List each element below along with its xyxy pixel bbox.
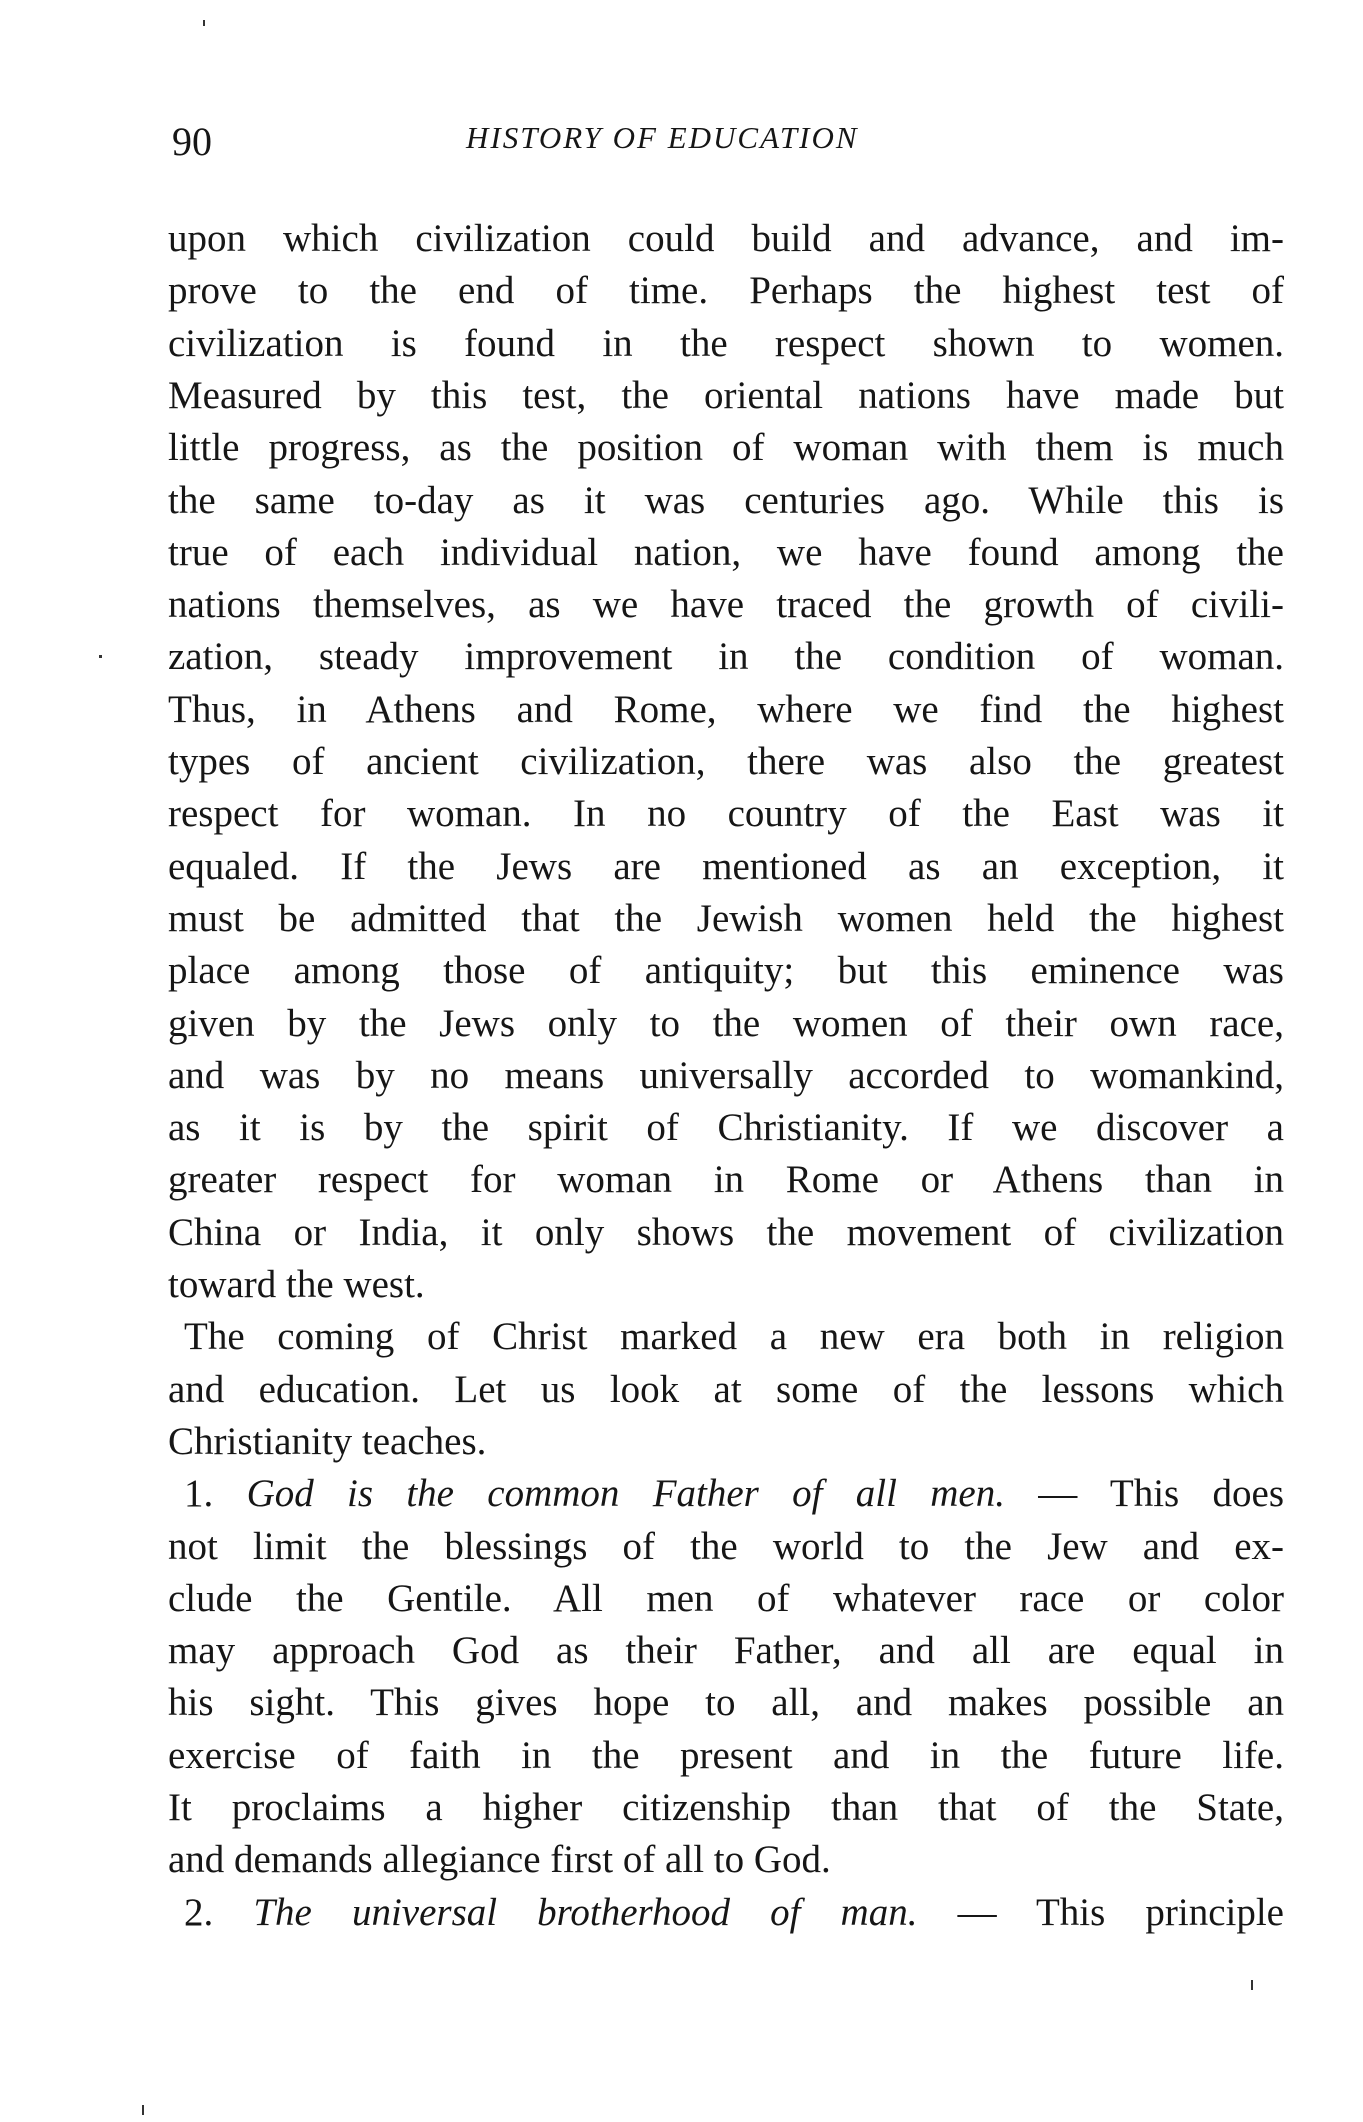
text-line bbox=[168, 475, 1284, 527]
text-segment: types of ancient civilization, there was also the greatest bbox=[168, 740, 1284, 783]
text-line bbox=[168, 265, 1284, 317]
text-line bbox=[168, 945, 1284, 997]
text-segment: respect for woman. In no country of the East was it bbox=[168, 792, 1284, 836]
text-line bbox=[168, 1834, 1284, 1886]
text-segment: toward the west. bbox=[168, 1263, 425, 1306]
text-segment: civilization is found in the respect shown to women. bbox=[168, 321, 1284, 365]
text-segment: Thus, in Athens and Rome, where we find the highest bbox=[168, 687, 1284, 731]
text-line bbox=[168, 527, 1284, 579]
text-line bbox=[168, 684, 1284, 736]
text-line bbox=[168, 1521, 1284, 1573]
text-line bbox=[168, 1677, 1284, 1729]
text-segment: The coming of Christ marked a new era both in religion bbox=[184, 1315, 1284, 1359]
text-line bbox=[168, 370, 1284, 422]
text-segment: — This principle bbox=[917, 1890, 1284, 1934]
page-number: 90 bbox=[172, 119, 212, 164]
text-line bbox=[168, 1207, 1284, 1259]
text-line bbox=[168, 1050, 1284, 1102]
text-line bbox=[168, 1154, 1284, 1206]
text-segment: and was by no means universally accorded to womankind, bbox=[168, 1053, 1284, 1097]
text-line bbox=[168, 788, 1284, 840]
text-line bbox=[168, 1102, 1284, 1154]
text-segment: equaled. If the Jews are mentioned as an exception, it bbox=[168, 844, 1284, 888]
text-segment: exercise of faith in the present and in the future life. bbox=[168, 1733, 1284, 1777]
text-segment: may approach God as their Father, and all are equal in bbox=[168, 1629, 1284, 1673]
text-segment: greater respect for woman in Rome or Athens than in bbox=[168, 1158, 1284, 1202]
text-line bbox=[168, 1416, 1284, 1468]
text-line bbox=[168, 422, 1284, 474]
text-segment: and education. Let us look at some of the lessons which bbox=[168, 1367, 1284, 1411]
text-segment: It proclaims a higher citizenship than that of the State, bbox=[168, 1786, 1284, 1829]
text-line bbox=[168, 1259, 1284, 1311]
text-line bbox=[168, 1573, 1284, 1625]
text-line bbox=[168, 631, 1284, 683]
scan-speck bbox=[203, 20, 205, 26]
text-segment: the same to-day as it was centuries ago. While this is bbox=[168, 478, 1284, 522]
text-segment: nations themselves, as we have traced the growth of civili- bbox=[168, 583, 1284, 627]
text-segment: little progress, as the position of woman with them is much bbox=[168, 426, 1284, 470]
text-segment: given by the Jews only to the women of their own race, bbox=[168, 1001, 1284, 1045]
text-segment: 1. bbox=[184, 1472, 247, 1516]
text-segment: 2. bbox=[184, 1890, 254, 1934]
text-line bbox=[168, 579, 1284, 631]
text-line bbox=[168, 213, 1284, 265]
text-segment: zation, steady improvement in the condition of woman. bbox=[168, 635, 1284, 679]
text-line bbox=[168, 998, 1284, 1050]
text-line bbox=[168, 841, 1284, 893]
text-segment: Measured by this test, the oriental nations have made but bbox=[168, 373, 1284, 417]
scan-speck bbox=[142, 2105, 144, 2115]
scan-speck bbox=[1251, 1980, 1253, 1990]
text-line bbox=[168, 1311, 1284, 1363]
text-line bbox=[168, 1625, 1284, 1677]
text-segment: prove to the end of time. Perhaps the highest test of bbox=[168, 269, 1284, 313]
text-line bbox=[168, 1468, 1284, 1520]
text-segment: China or India, it only shows the movement of civilization bbox=[168, 1210, 1284, 1254]
scan-speck bbox=[99, 655, 102, 658]
text-segment: as it is by the spirit of Christianity. If we discover a bbox=[168, 1106, 1284, 1150]
italic-heading: God is the common Father of all men. bbox=[246, 1472, 1005, 1516]
text-line bbox=[168, 1887, 1284, 1939]
text-segment: true of each individual nation, we have found among the bbox=[168, 530, 1284, 574]
text-segment: must be admitted that the Jewish women held the highest bbox=[168, 896, 1284, 940]
text-line bbox=[168, 318, 1284, 370]
text-line bbox=[168, 1364, 1284, 1416]
text-line bbox=[168, 1730, 1284, 1782]
text-segment: clude the Gentile. All men of whatever race or color bbox=[168, 1576, 1284, 1620]
text-line bbox=[168, 893, 1284, 945]
italic-heading: The universal brotherhood of man. bbox=[253, 1890, 918, 1934]
text-segment: his sight. This gives hope to all, and makes possible an bbox=[168, 1681, 1284, 1725]
text-segment: not limit the blessings of the world to the Jew and ex- bbox=[168, 1524, 1284, 1568]
text-segment: and demands allegiance first of all to God. bbox=[168, 1838, 831, 1882]
text-segment: Christianity teaches. bbox=[168, 1419, 487, 1463]
text-segment: place among those of antiquity; but this eminence was bbox=[168, 949, 1284, 993]
text-line bbox=[168, 736, 1284, 788]
running-title: HISTORY OF EDUCATION bbox=[466, 120, 859, 155]
text-segment: — This does bbox=[1005, 1472, 1285, 1516]
text-line bbox=[168, 1782, 1284, 1834]
text-segment: upon which civilization could build and advance, and im- bbox=[168, 217, 1284, 260]
